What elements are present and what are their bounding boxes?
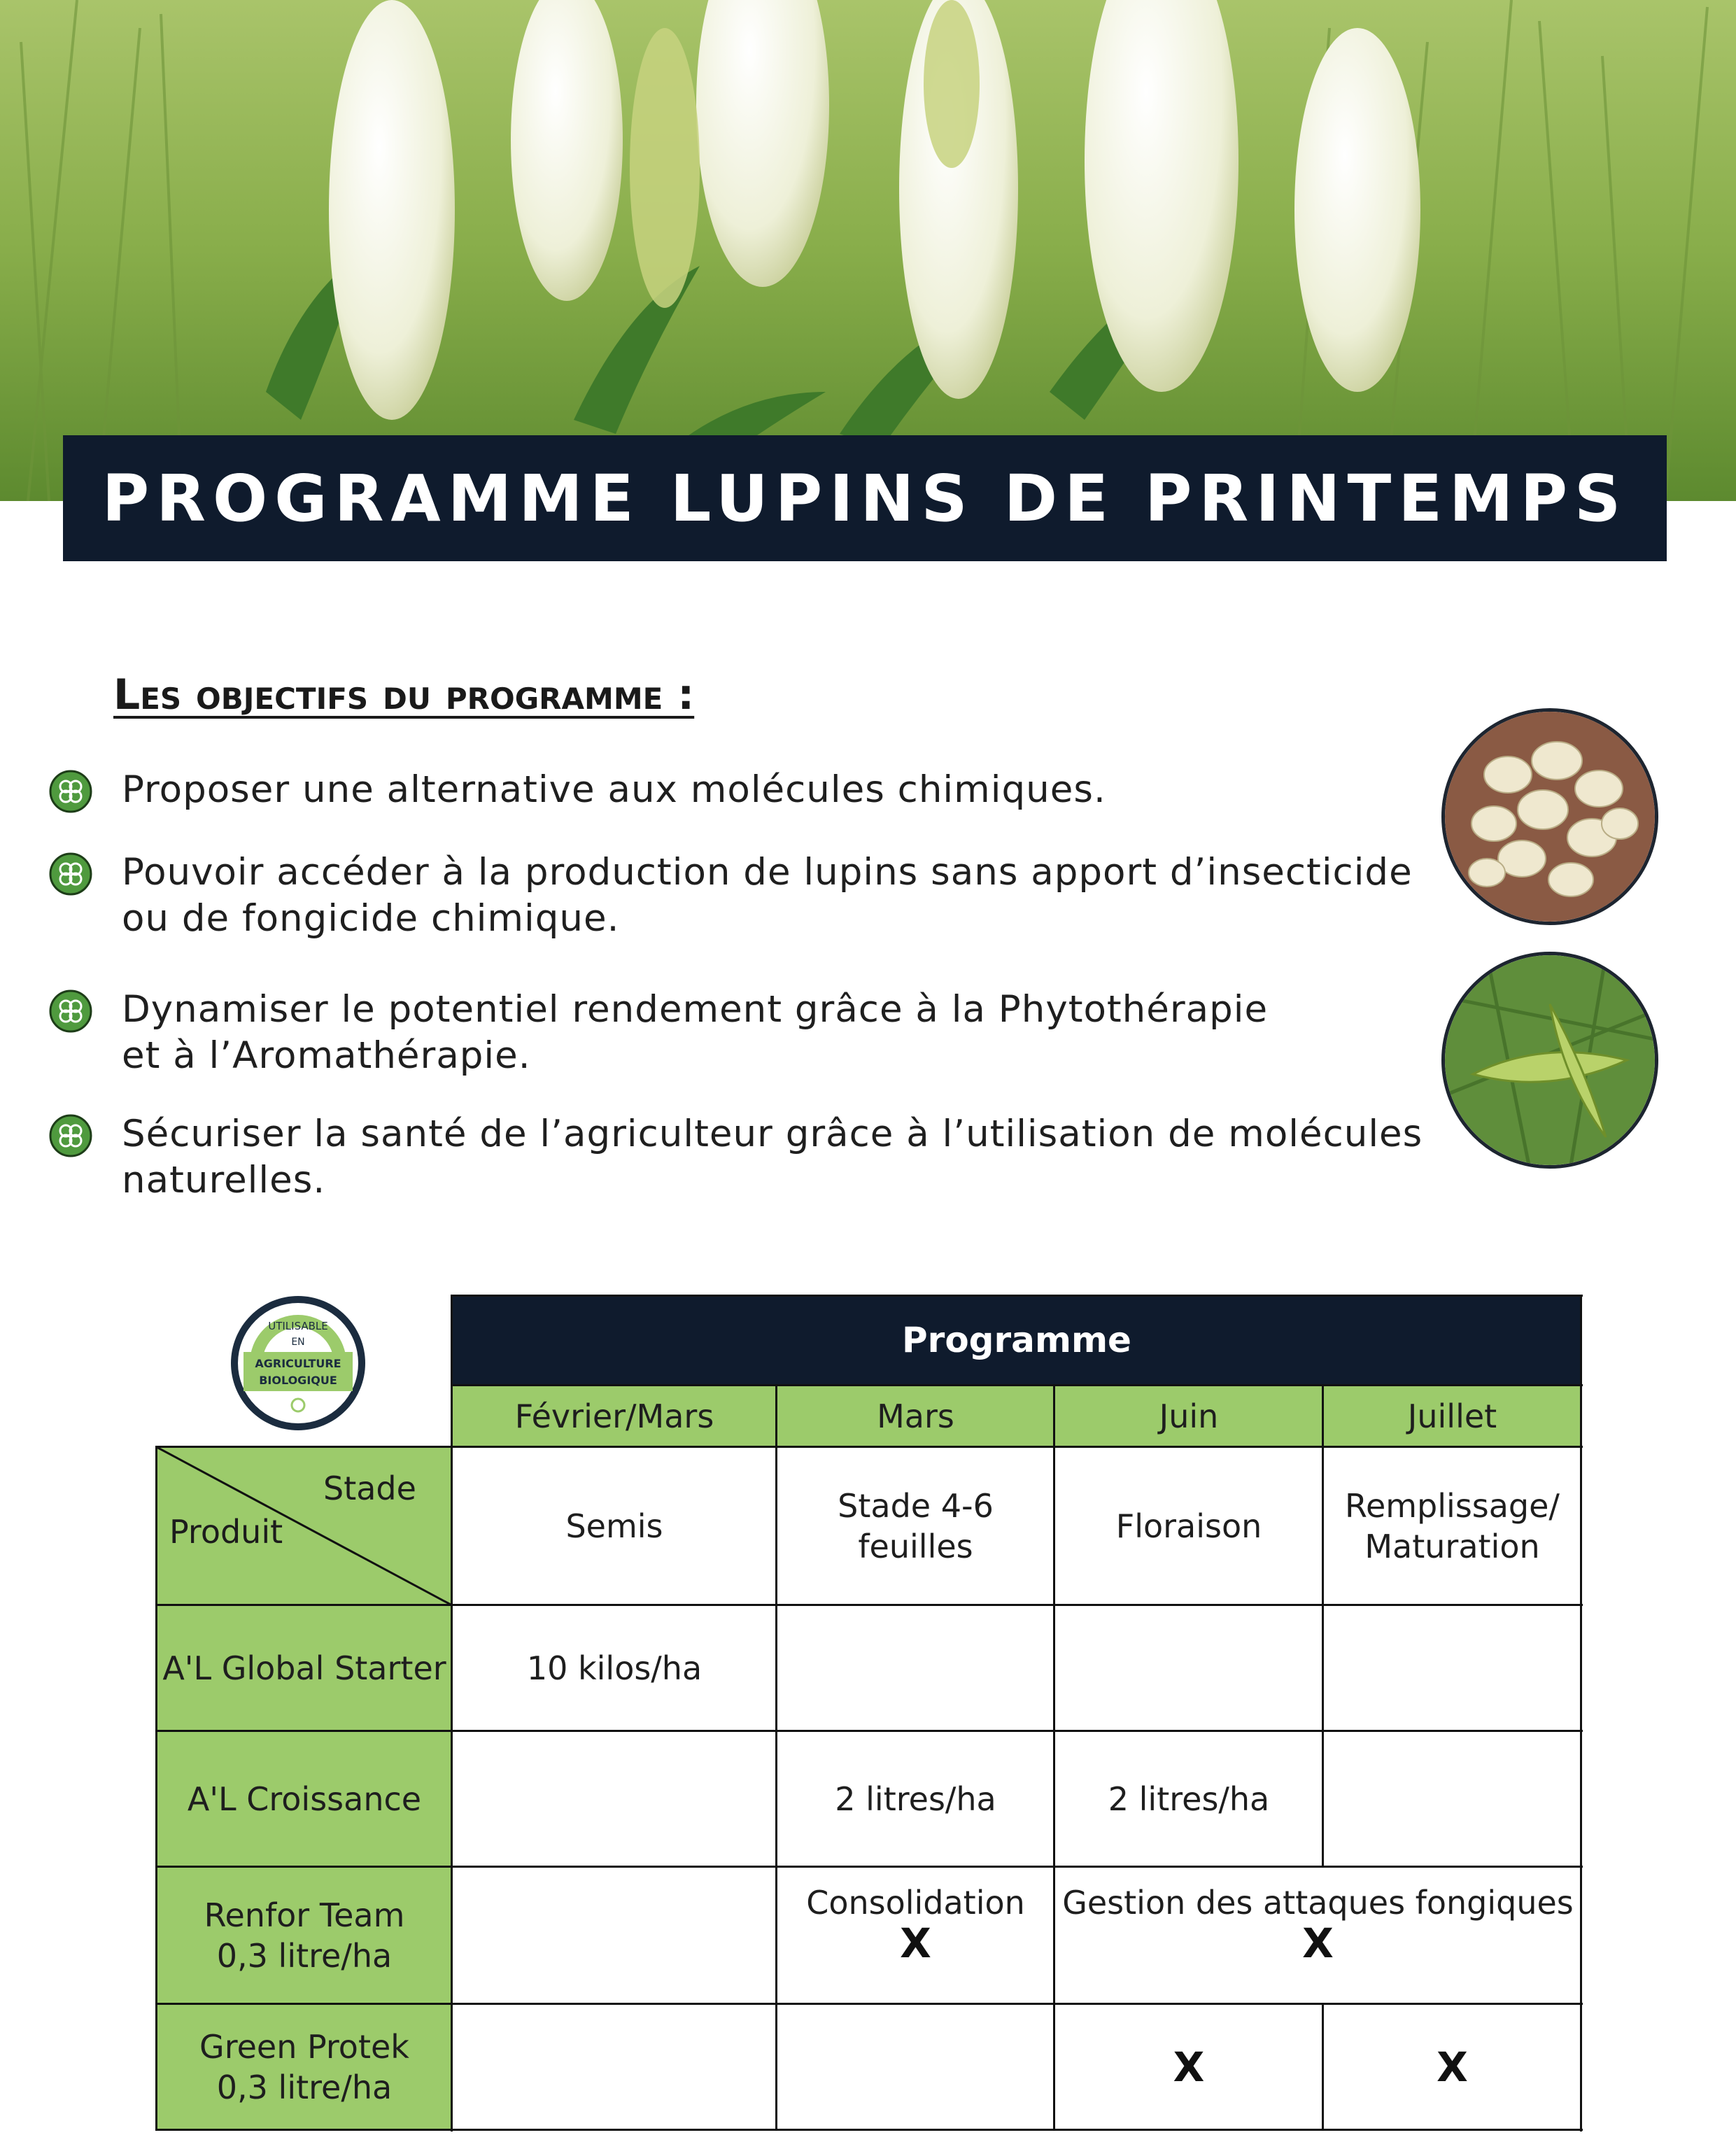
month-header: Février/Mars	[452, 1386, 777, 1447]
x-mark: X	[1173, 2043, 1205, 2091]
x-mark: X	[1437, 2043, 1468, 2091]
page-title: PROGRAMME LUPINS DE PRINTEMPS	[101, 460, 1628, 536]
objective-text: Pouvoir accéder à la production de lupins sans apport d’insecticide	[122, 851, 1413, 894]
x-mark: X	[1302, 1919, 1334, 1967]
badge-line1: AGRICULTURE	[255, 1357, 341, 1370]
badge-line2: BIOLOGIQUE	[259, 1374, 337, 1387]
badge-mid: EN	[291, 1337, 305, 1348]
stage-cell: Stade 4-6 feuilles	[838, 1487, 994, 1565]
clover-icon	[49, 770, 92, 813]
product-name: A'L Croissance	[187, 1780, 422, 1818]
organic-farming-badge	[228, 1293, 368, 1433]
objective-text-cont: ou de fongicide chimique.	[122, 897, 620, 940]
consolidation-label: Consolidation	[806, 1884, 1025, 1922]
stage-cell: Floraison	[1115, 1507, 1262, 1545]
lupin-pods-photo	[1441, 952, 1658, 1169]
objective-item	[49, 850, 1441, 942]
x-mark: X	[900, 1919, 931, 1967]
lupin-flowers-illustration	[0, 0, 1736, 501]
product-name-text: Renfor Team	[204, 1896, 405, 1934]
month-header: Juin	[1054, 1386, 1323, 1447]
stage-text: Remplissage/	[1345, 1487, 1560, 1525]
objective-text: Proposer une alternative aux molécules chimiques.	[122, 768, 1106, 811]
clover-icon	[49, 852, 92, 896]
clover-icon	[49, 1114, 92, 1157]
stage-cell: Semis	[565, 1507, 663, 1545]
product-name-text: Green Protek	[199, 2028, 409, 2066]
month-header: Juillet	[1323, 1386, 1581, 1447]
dose-cell: 2 litres/ha	[1108, 1780, 1270, 1818]
product-name	[157, 1867, 452, 2004]
objective-item	[49, 767, 1441, 813]
objectives-heading: Les objectifs du programme :	[113, 670, 695, 719]
badge-top: UTILISABLE	[268, 1320, 328, 1332]
month-header: Mars	[777, 1386, 1054, 1447]
objective-item	[49, 1111, 1441, 1204]
dose-cell: 10 kilos/ha	[526, 1649, 703, 1687]
objective-item	[49, 987, 1441, 1079]
title-banner	[63, 435, 1667, 561]
objective-text: Dynamiser le potentiel rendement grâce à la Phytothérapie	[122, 988, 1269, 1031]
consolidation-cell	[777, 1867, 1054, 2004]
dose-cell: 2 litres/ha	[835, 1780, 996, 1818]
objective-text-cont: naturelles.	[122, 1159, 326, 1202]
fungal-label: Gestion des attaques fongiques	[1062, 1884, 1574, 1922]
table-header-programme: Programme	[452, 1296, 1581, 1384]
fungal-cell	[1054, 1867, 1581, 2004]
clover-icon	[49, 989, 92, 1033]
product-name	[157, 2004, 452, 2130]
corner-stade-label: Stade	[323, 1470, 416, 1507]
hero-photo	[0, 0, 1736, 501]
objective-text-cont: et à l’Aromathérapie.	[122, 1034, 531, 1077]
objective-text: Sécuriser la santé de l’agriculteur grâce à l’utilisation de molécules	[122, 1113, 1423, 1155]
product-name: A'L Global Starter	[162, 1649, 446, 1687]
corner-produit-label: Produit	[169, 1513, 283, 1551]
product-dose-text: 0,3 litre/ha	[216, 2069, 393, 2106]
stage-text-cont: Maturation	[1364, 1528, 1540, 1565]
lupin-seeds-photo	[1441, 708, 1658, 925]
product-dose-text: 0,3 litre/ha	[216, 1937, 393, 1975]
stage-cell	[1323, 1447, 1581, 1605]
